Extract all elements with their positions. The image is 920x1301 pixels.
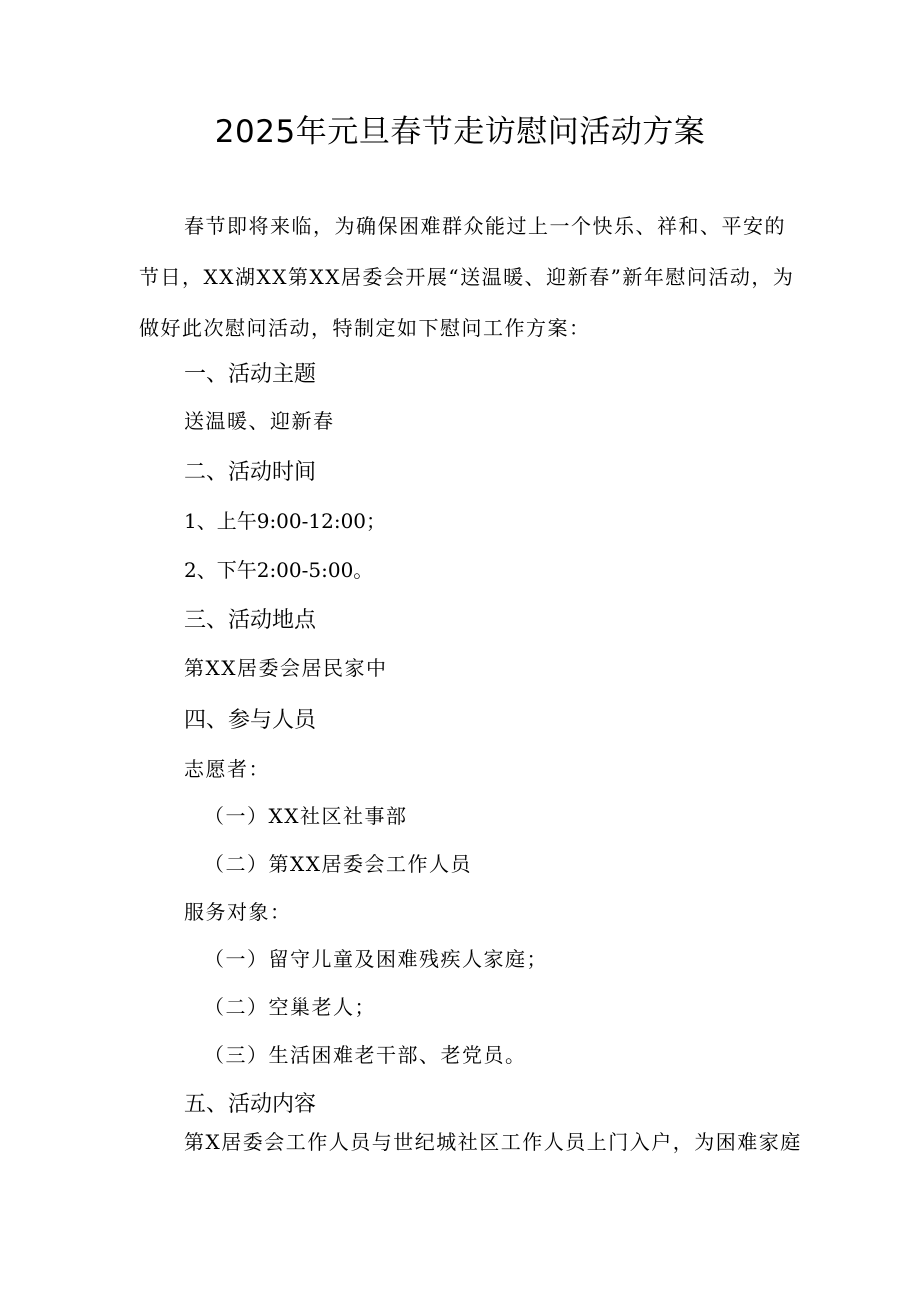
section-5-heading: 五、活动内容: [184, 1092, 317, 1117]
section-3-body: 第XX居委会居民家中: [184, 656, 388, 680]
section-2-item-2: 2、下午2:00-5:00。: [184, 558, 374, 582]
volunteer-item-1: （一）XX社区社事部: [204, 804, 408, 828]
intro-line-3: 做好此次慰问活动，特制定如下慰问工作方案：: [139, 316, 591, 340]
section-2-heading: 二、活动时间: [184, 460, 317, 485]
intro-line-1: 春节即将来临，为确保困难群众能过上一个快乐、祥和、平安的: [184, 214, 786, 238]
section-2-item-1: 1、上午9:00-12:00；: [184, 509, 387, 533]
targets-label: 服务对象：: [184, 900, 292, 924]
section-4-heading: 四、参与人员: [184, 708, 317, 733]
section-1-body: 送温暖、迎新春: [184, 409, 335, 433]
volunteer-item-2: （二）第XX居委会工作人员: [204, 852, 472, 876]
intro-line-2: 节日，XX湖XX第XX居委会开展“送温暖、迎新春”新年慰问活动，为: [139, 265, 795, 289]
target-item-2: （二）空巢老人；: [204, 995, 376, 1019]
document-title: 2025年元旦春节走访慰问活动方案: [214, 114, 706, 150]
section-5-body: 第X居委会工作人员与世纪城社区工作人员上门入户，为困难家庭: [184, 1130, 802, 1154]
target-item-1: （一）留守儿童及困难残疾人家庭；: [204, 947, 548, 971]
section-1-heading: 一、活动主题: [184, 362, 317, 387]
target-item-3: （三）生活困难老干部、老党员。: [204, 1043, 527, 1067]
intro-paragraph: [139, 212, 799, 365]
volunteers-label: 志愿者：: [184, 757, 270, 781]
section-3-heading: 三、活动地点: [184, 608, 317, 633]
